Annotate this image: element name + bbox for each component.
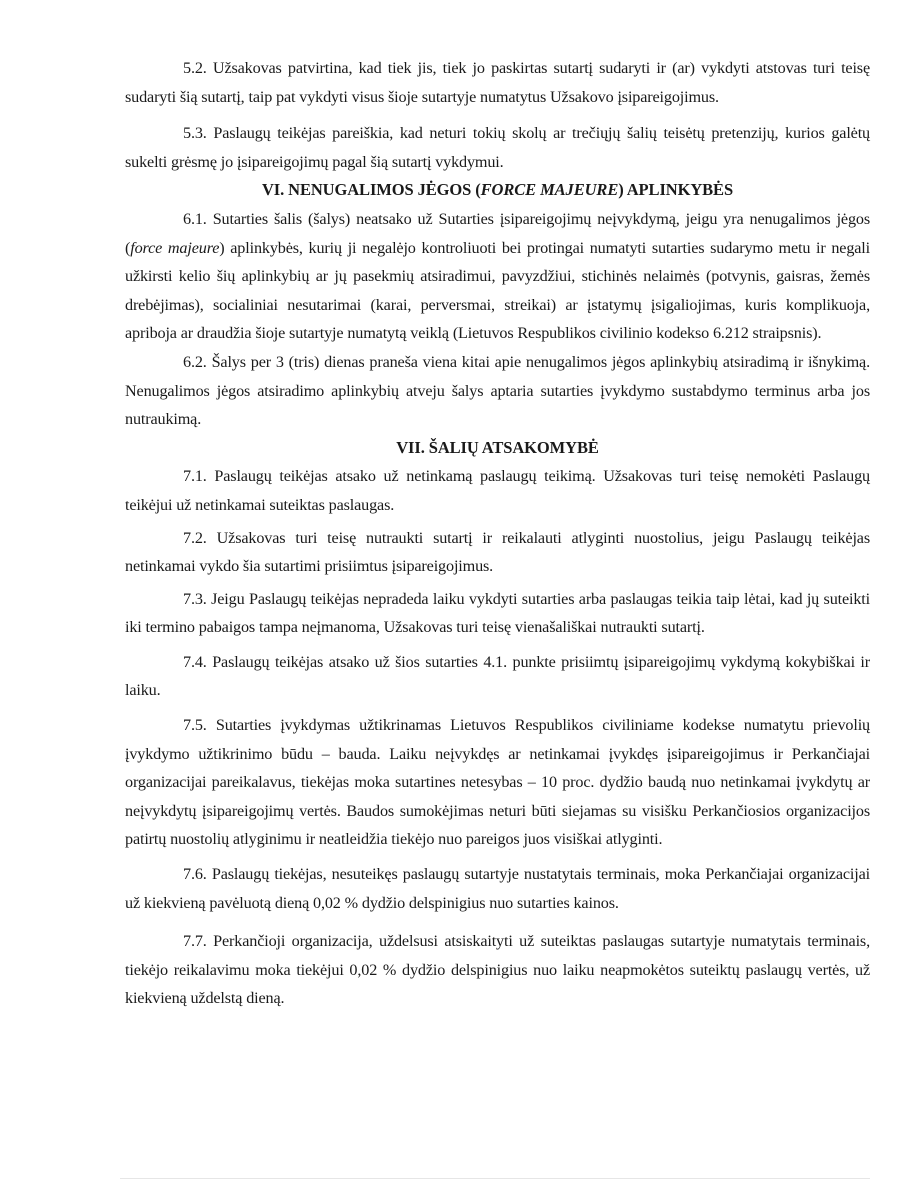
paragraph-7-1 <box>125 462 870 519</box>
paragraph-text: Paslaugų teikėjas pareiškia, kad neturi tokių skolų ar trečiųjų šalių teisėtų pretenzijų, kurios galėtų sukelti grėsmę jo įsipareigojimų pagal šią sutartį vykdymui. <box>125 124 870 171</box>
paragraph-number: 7.5. <box>183 716 207 735</box>
heading-text: ) APLINKYBĖS <box>618 180 734 200</box>
paragraph-number: 6.2. <box>183 352 207 371</box>
paragraph-7-4 <box>125 648 870 705</box>
paragraph-text: Užsakovas patvirtina, kad tiek jis, tiek jo paskirtas sutartį sudaryti ir (ar) vykdyti atstovas turi teisę sudaryti šią sutartį, taip pat vykdyti visus šioje sutartyje numatytus Užsakovo įsipareigojimus. <box>125 59 870 106</box>
paragraph-text: Jeigu Paslaugų teikėjas nepradeda laiku vykdyti sutarties arba paslaugas teikia taip lėtai, kad jų suteikti iki termino pabaigos tampa neįmanoma, Užsakovas turi teisę vienašališkai nutraukti sutartį. <box>125 589 870 637</box>
paragraph-number: 5.2. <box>183 59 207 77</box>
paragraph-5-3 <box>125 119 870 176</box>
paragraph-number: 7.4. <box>183 652 207 671</box>
paragraph-text: Užsakovas turi teisę nutraukti sutartį ir reikalauti atlyginti nuostolius, jeigu Paslaugų teikėjas netinkamai vykdo šia sutartimi prisiimtus įsipareigojimus. <box>125 528 870 576</box>
paragraph-number: 5.3. <box>183 124 207 143</box>
document-page <box>125 54 870 1013</box>
paragraph-7-2 <box>125 524 870 581</box>
paragraph-5-2 <box>125 54 870 111</box>
paragraph-number: 6.1. <box>183 209 207 228</box>
paragraph-text: Paslaugų tiekėjas, nesuteikęs paslaugų sutartyje nustatytais terminais, moka Perkančiajai organizacijai už kiekvieną pavėluotą dieną 0,02 % dydžio delspinigius nuo sutarties kainos. <box>125 865 870 912</box>
paragraph-7-7 <box>125 927 870 1013</box>
paragraph-italic-text: force majeure <box>130 238 220 257</box>
paragraph-number: 7.2. <box>183 528 207 547</box>
heading-italic-text: FORCE MAJEURE <box>480 180 619 200</box>
paragraph-text: Perkančioji organizacija, uždelsusi atsiskaityti už suteiktas paslaugas sutartyje numatytais terminais, tiekėjo reikalavimu moka tiekėjui 0,02 % dydžio delspinigius nuo laiku neapmokėtos suteiktų paslaugų vertės, už kiekvieną uždelstą dieną. <box>125 932 870 1008</box>
paragraph-number: 7.3. <box>183 589 207 608</box>
paragraph-7-5 <box>125 711 870 854</box>
page-bottom-edge <box>120 1178 870 1179</box>
section-6-heading <box>125 176 870 205</box>
paragraph-6-2 <box>125 348 870 434</box>
paragraph-text: Paslaugų teikėjas atsako už netinkamą paslaugų teikimą. Užsakovas turi teisę nemokėti Paslaugų teikėjui už netinkamai suteiktas paslaugas. <box>125 467 870 514</box>
section-7-heading: VII. ŠALIŲ ATSAKOMYBĖ <box>396 437 599 457</box>
paragraph-text: Sutarties įvykdymas užtikrinamas Lietuvos Respublikos civiliniame kodekse numatytu prievolių įvykdymo užtikrinimo būdu – bauda. Laiku neįvykdęs ar netinkamai įvykdęs įsipareigojimus ir Perkančiajai organizacijai pareikalavus, tiekėjas moka sutartines netesybas – 10 proc. dydžio baudą nuo netinkamai įvykdytų ar neįvykdytų įsipareigojimų vertės. Baudos sumokėjimas neturi būti siejamas su visišku Perkančiosios organizacijos patirtų nuostolių atlyginimu ir neatleidžia tiekėjo nuo pareigos juos visiškai atlyginti. <box>125 716 870 849</box>
paragraph-7-3 <box>125 585 870 642</box>
paragraph-text: Šalys per 3 (tris) dienas praneša viena kitai apie nenugalimos jėgos aplinkybių atsiradimą ir išnykimą. Nenugalimos jėgos atsiradimo aplinkybių atveju šalys aptaria sutarties įvykdymo sustabdymo terminus arba jos nutraukimą. <box>125 352 870 429</box>
paragraph-number: 7.7. <box>183 932 207 951</box>
paragraph-text: Paslaugų teikėjas atsako už šios sutarties 4.1. punkte prisiimtų įsipareigojimų vykdymą kokybiškai ir laiku. <box>125 652 870 700</box>
paragraph-7-6 <box>125 860 870 917</box>
paragraph-6-1 <box>125 205 870 348</box>
paragraph-number: 7.1. <box>183 467 207 486</box>
paragraph-number: 7.6. <box>183 865 207 884</box>
heading-text: VI. NENUGALIMOS JĖGOS ( <box>261 180 481 200</box>
paragraph-text: ) aplinkybės, kurių ji negalėjo kontroliuoti bei protingai numatyti sutarties sudarymo metu ir negali užkirsti kelio šių aplinkybių ar jų pasekmių atsiradimui, pavyzdžiui, stichinės nelaimės (potvynis, gaisras, žemės drebėjimas), socialiniai nesutarimai (karai, perversmai, streikai) ar įstatymų įsigaliojimas, kuris komplikuoja, apriboja ar draudžia šioje sutartyje numatytą veiklą (Lietuvos Respublikos civilinio kodekso 6.212 straipsnis). <box>125 238 871 343</box>
paragraph-text: Sutarties šalis (šalys) neatsako už Sutarties įsipareigojimų neįvykdymą, jeigu yra nenugalimos jėgos ( <box>125 209 870 257</box>
